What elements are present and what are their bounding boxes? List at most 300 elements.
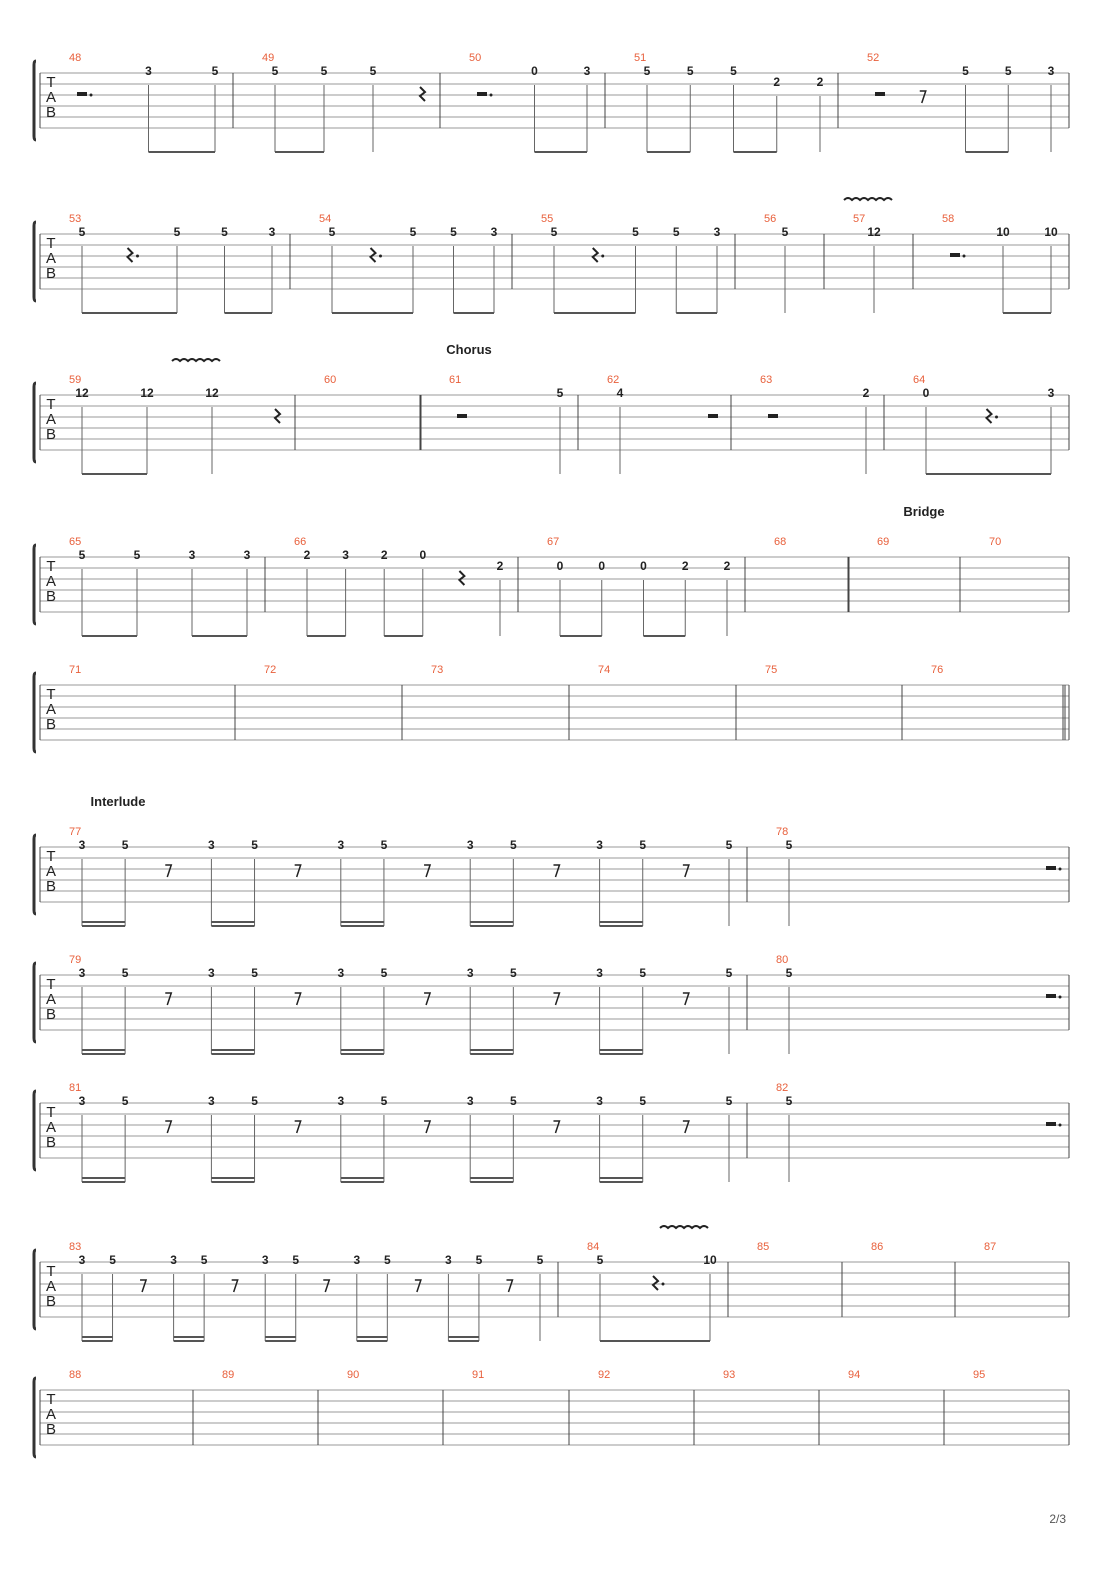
measure-number: 93 <box>723 1369 736 1381</box>
section-label: Chorus <box>446 342 492 357</box>
half-rest <box>77 92 87 96</box>
measure-number: 52 <box>867 52 880 64</box>
measure-number: 73 <box>431 664 444 676</box>
section-label: Interlude <box>90 794 146 809</box>
fret-number: 5 <box>785 838 793 852</box>
vibrato-mark <box>844 198 892 200</box>
fret-number: 3 <box>445 1253 452 1267</box>
fret-number: 3 <box>466 966 474 980</box>
tab-clef-letter: B <box>45 1293 57 1310</box>
measure <box>757 1241 769 1253</box>
half-rest <box>1046 1122 1056 1126</box>
eighth-rest <box>232 1280 238 1292</box>
measure-number: 61 <box>449 374 462 386</box>
measure-number: 82 <box>776 1082 789 1094</box>
measure <box>69 374 280 474</box>
fret-number: 3 <box>188 548 196 562</box>
fret-number: 0 <box>556 559 564 573</box>
tab-clef-letter: A <box>45 250 57 267</box>
fret-number: 5 <box>536 1253 544 1267</box>
rest-dot <box>379 255 382 258</box>
vibrato-mark <box>172 359 220 361</box>
measure <box>347 1369 359 1381</box>
measure-number: 77 <box>69 826 82 838</box>
quarter-rest <box>459 571 464 585</box>
half-rest <box>477 92 487 96</box>
measure <box>984 1241 996 1253</box>
eighth-rest <box>424 993 430 1005</box>
rest-dot <box>601 255 604 258</box>
measure <box>69 1369 81 1381</box>
tab-system <box>34 954 1069 1054</box>
eighth-rest <box>553 865 559 877</box>
fret-number: 3 <box>261 1253 269 1267</box>
fret-number: 5 <box>251 966 258 980</box>
fret-number: 5 <box>328 225 336 239</box>
measure-number: 71 <box>69 664 82 676</box>
fret-number: 3 <box>337 838 345 852</box>
measure <box>69 664 81 676</box>
quarter-rest <box>275 409 280 423</box>
fret-number: 5 <box>632 225 639 239</box>
measure <box>541 213 721 313</box>
fret-number: 3 <box>1047 386 1055 400</box>
fret-number: 5 <box>271 64 279 78</box>
fret-number: 5 <box>1004 64 1012 78</box>
fret-number: 5 <box>596 1253 604 1267</box>
tab-clef-letter: T <box>46 558 56 575</box>
fret-number: 5 <box>725 838 733 852</box>
tab-system <box>34 1369 1069 1457</box>
fret-number: 5 <box>785 1094 793 1108</box>
fret-number: 3 <box>466 1094 474 1108</box>
eighth-rest <box>295 993 301 1005</box>
rest-dot <box>1059 868 1062 871</box>
measure <box>871 1241 883 1253</box>
fret-number: 5 <box>121 1094 129 1108</box>
fret-number: 0 <box>640 559 647 573</box>
eighth-rest <box>920 91 926 103</box>
eighth-rest <box>506 1280 512 1292</box>
measure-number: 66 <box>294 536 307 548</box>
measure-number: 67 <box>547 536 560 548</box>
measure-number: 95 <box>973 1369 986 1381</box>
measure-number: 68 <box>774 536 787 548</box>
measure-number: 51 <box>634 52 647 64</box>
section-label: Bridge <box>903 504 945 519</box>
fret-number: 0 <box>419 548 427 562</box>
measure <box>69 826 733 926</box>
eighth-rest <box>683 865 689 877</box>
fret-number: 3 <box>353 1253 361 1267</box>
fret-number: 3 <box>78 838 86 852</box>
tab-clef-letter: T <box>46 1391 56 1408</box>
measure-number: 91 <box>472 1369 485 1381</box>
fret-number: 3 <box>583 64 591 78</box>
fret-number: 5 <box>380 966 388 980</box>
measure <box>324 374 336 386</box>
fret-number: 3 <box>208 838 215 852</box>
fret-number: 5 <box>639 1094 647 1108</box>
measure <box>69 1082 733 1182</box>
tab-clef-letter: B <box>45 265 57 282</box>
fret-number: 5 <box>643 64 651 78</box>
tab-clef-letter: A <box>45 863 57 880</box>
tab-clef-letter: T <box>46 1263 56 1280</box>
tab-clef-letter: B <box>45 716 57 733</box>
fret-number: 5 <box>380 838 388 852</box>
page-number: 2/3 <box>1049 1512 1066 1526</box>
tab-clef-letter: A <box>45 89 57 106</box>
measure <box>989 536 1001 548</box>
measure-number: 59 <box>69 374 82 386</box>
measure <box>942 213 1058 313</box>
tab-clef-letter: A <box>45 411 57 428</box>
fret-number: 3 <box>596 1094 603 1108</box>
measure <box>764 213 789 313</box>
rest-dot <box>136 255 139 258</box>
fret-number: 4 <box>616 386 624 400</box>
fret-number: 10 <box>996 225 1010 239</box>
tab-system <box>34 664 1069 752</box>
measure-number: 48 <box>69 52 82 64</box>
measure-number: 86 <box>871 1241 884 1253</box>
measure <box>69 954 733 1054</box>
measure-number: 56 <box>764 213 777 225</box>
measure-number: 81 <box>69 1082 82 1094</box>
measure <box>634 52 824 152</box>
fret-number: 5 <box>450 225 457 239</box>
eighth-rest <box>424 865 430 877</box>
measure-number: 62 <box>607 374 620 386</box>
half-rest <box>875 92 885 96</box>
tab-clef-letter: A <box>45 1119 57 1136</box>
fret-number: 5 <box>78 225 86 239</box>
measure <box>449 374 564 474</box>
fret-number: 2 <box>303 548 311 562</box>
fret-number: 5 <box>133 548 141 562</box>
tab-clef-letter: T <box>46 686 56 703</box>
fret-number: 5 <box>78 548 86 562</box>
measure <box>760 374 870 474</box>
measure <box>69 1241 544 1341</box>
fret-number: 12 <box>140 386 154 400</box>
tab-system <box>34 1082 1069 1182</box>
tab-clef-letter: T <box>46 976 56 993</box>
fret-number: 3 <box>596 838 603 852</box>
system-bracket <box>34 1378 36 1457</box>
system-bracket <box>34 835 36 914</box>
tab-clef-letter: T <box>46 235 56 252</box>
fret-number: 5 <box>550 225 558 239</box>
fret-number: 5 <box>639 966 647 980</box>
fret-number: 3 <box>78 1094 86 1108</box>
fret-number: 5 <box>173 225 181 239</box>
measure-number: 85 <box>757 1241 770 1253</box>
tab-system <box>34 52 1069 152</box>
quarter-rest <box>420 87 425 101</box>
system-bracket <box>34 222 36 301</box>
fret-number: 5 <box>211 64 219 78</box>
fret-number: 5 <box>725 1094 733 1108</box>
tab-clef-letter: A <box>45 991 57 1008</box>
system-bracket <box>34 963 36 1042</box>
tab-clef-letter: B <box>45 426 57 443</box>
fret-number: 3 <box>268 225 276 239</box>
measure <box>867 52 1055 152</box>
fret-number: 5 <box>686 64 694 78</box>
tab-system <box>34 794 1069 926</box>
fret-number: 3 <box>337 966 345 980</box>
measure <box>472 1369 484 1381</box>
tab-system <box>34 342 1069 474</box>
measure <box>877 536 889 548</box>
fret-number: 5 <box>251 1094 258 1108</box>
measure <box>69 536 251 636</box>
measure-number: 72 <box>264 664 277 676</box>
fret-number: 5 <box>200 1253 208 1267</box>
measure-number: 89 <box>222 1369 235 1381</box>
tab-clef-letter: B <box>45 588 57 605</box>
measure-number: 78 <box>776 826 789 838</box>
fret-number: 3 <box>1047 64 1055 78</box>
measure-number: 50 <box>469 52 482 64</box>
measure <box>853 213 881 313</box>
half-rest <box>768 414 778 418</box>
measure-number: 64 <box>913 374 926 386</box>
measure <box>319 213 498 313</box>
measure <box>913 374 1055 474</box>
measure-number: 63 <box>760 374 773 386</box>
tab-clef-letter: A <box>45 1406 57 1423</box>
eighth-rest <box>323 1280 329 1292</box>
measure <box>431 664 443 676</box>
measure-number: 74 <box>598 664 611 676</box>
quarter-rest <box>593 248 598 262</box>
fret-number: 5 <box>730 64 737 78</box>
measure <box>547 536 731 636</box>
tab-clef-letter: A <box>45 1278 57 1295</box>
tab-clef-letter: T <box>46 396 56 413</box>
fret-number: 5 <box>109 1253 116 1267</box>
quarter-rest <box>128 248 133 262</box>
measure-number: 84 <box>587 1241 600 1253</box>
measure <box>222 1369 234 1381</box>
system-bracket <box>34 545 36 624</box>
fret-number: 2 <box>723 559 731 573</box>
measure-number: 60 <box>324 374 337 386</box>
fret-number: 5 <box>509 966 517 980</box>
fret-number: 3 <box>78 966 86 980</box>
measure <box>469 52 591 152</box>
measure-number: 58 <box>942 213 955 225</box>
rest-dot <box>995 416 998 419</box>
fret-number: 2 <box>773 75 781 89</box>
fret-number: 3 <box>337 1094 345 1108</box>
system-bracket <box>34 1091 36 1170</box>
eighth-rest <box>683 1121 689 1133</box>
fret-number: 3 <box>145 64 152 78</box>
fret-number: 2 <box>681 559 689 573</box>
fret-number: 3 <box>208 966 215 980</box>
measure <box>587 1241 717 1341</box>
fret-number: 2 <box>816 75 824 89</box>
fret-number: 5 <box>292 1253 300 1267</box>
half-rest <box>950 253 960 257</box>
measure-number: 76 <box>931 664 944 676</box>
fret-number: 5 <box>725 966 733 980</box>
fret-number: 5 <box>380 1094 388 1108</box>
eighth-rest <box>165 993 171 1005</box>
quarter-rest <box>653 1276 658 1290</box>
tab-system <box>34 198 1069 313</box>
measure-number: 75 <box>765 664 778 676</box>
measure-number: 49 <box>262 52 275 64</box>
half-rest <box>1046 866 1056 870</box>
measure <box>264 664 276 676</box>
fret-number: 5 <box>672 225 680 239</box>
fret-number: 5 <box>369 64 377 78</box>
tab-system <box>34 504 1069 636</box>
fret-number: 5 <box>121 838 129 852</box>
fret-number: 12 <box>867 225 881 239</box>
tab-clef-letter: B <box>45 1134 57 1151</box>
fret-number: 5 <box>475 1253 483 1267</box>
measure-number: 79 <box>69 954 82 966</box>
eighth-rest <box>415 1280 421 1292</box>
rest-dot <box>490 94 493 97</box>
rest-dot <box>1059 996 1062 999</box>
measure <box>262 52 425 152</box>
fret-number: 0 <box>531 64 538 78</box>
tab-clef-letter: T <box>46 1104 56 1121</box>
quarter-rest <box>371 248 376 262</box>
fret-number: 3 <box>713 225 721 239</box>
tab-clef-letter: T <box>46 848 56 865</box>
fret-number: 5 <box>121 966 129 980</box>
fret-number: 3 <box>596 966 603 980</box>
fret-number: 5 <box>320 64 328 78</box>
eighth-rest <box>165 1121 171 1133</box>
fret-number: 3 <box>466 838 474 852</box>
fret-number: 2 <box>496 559 504 573</box>
eighth-rest <box>424 1121 430 1133</box>
tab-clef-letter: B <box>45 878 57 895</box>
measure <box>69 213 276 313</box>
measure-number: 54 <box>319 213 332 225</box>
measure <box>776 826 1062 926</box>
measure-number: 55 <box>541 213 554 225</box>
tab-clef-letter: A <box>45 701 57 718</box>
fret-number: 5 <box>639 838 647 852</box>
tab-clef-letter: A <box>45 573 57 590</box>
fret-number: 3 <box>208 1094 215 1108</box>
tab-clef-letter: B <box>45 1006 57 1023</box>
tab-system <box>34 1226 1069 1341</box>
eighth-rest <box>140 1280 146 1292</box>
eighth-rest <box>295 1121 301 1133</box>
half-rest <box>457 414 467 418</box>
fret-number: 12 <box>75 386 89 400</box>
measure <box>848 1369 860 1381</box>
fret-number: 3 <box>170 1253 177 1267</box>
half-rest <box>708 414 718 418</box>
measure-number: 70 <box>989 536 1002 548</box>
measure-number: 92 <box>598 1369 611 1381</box>
measure <box>931 664 943 676</box>
measure <box>69 52 219 152</box>
fret-number: 12 <box>205 386 219 400</box>
eighth-rest <box>553 1121 559 1133</box>
fret-number: 3 <box>243 548 251 562</box>
measure <box>607 374 718 474</box>
measure <box>294 536 504 636</box>
measure-number: 65 <box>69 536 82 548</box>
fret-number: 5 <box>556 386 564 400</box>
measure <box>776 1082 1062 1182</box>
fret-number: 5 <box>785 966 793 980</box>
tab-clef-letter: B <box>45 1421 57 1438</box>
quarter-rest <box>987 409 992 423</box>
measure <box>776 954 1062 1054</box>
fret-number: 3 <box>78 1253 86 1267</box>
measure <box>774 536 786 548</box>
fret-number: 0 <box>922 386 930 400</box>
half-rest <box>1046 994 1056 998</box>
fret-number: 5 <box>509 838 517 852</box>
measure-number: 83 <box>69 1241 82 1253</box>
tab-clef-letter: B <box>45 104 57 121</box>
measure-number: 88 <box>69 1369 82 1381</box>
fret-number: 5 <box>221 225 228 239</box>
fret-number: 5 <box>962 64 969 78</box>
measure-number: 94 <box>848 1369 861 1381</box>
measure <box>765 664 777 676</box>
rest-dot <box>963 255 966 258</box>
rest-dot <box>90 94 93 97</box>
system-bracket <box>34 1250 36 1329</box>
eighth-rest <box>683 993 689 1005</box>
eighth-rest <box>295 865 301 877</box>
tab-clef-letter: T <box>46 74 56 91</box>
rest-dot <box>662 1283 665 1286</box>
measure <box>598 664 610 676</box>
measure <box>723 1369 735 1381</box>
fret-number: 2 <box>380 548 388 562</box>
fret-number: 3 <box>490 225 498 239</box>
eighth-rest <box>553 993 559 1005</box>
measure-number: 57 <box>853 213 866 225</box>
measure-number: 53 <box>69 213 82 225</box>
fret-number: 10 <box>703 1253 717 1267</box>
fret-number: 5 <box>383 1253 391 1267</box>
fret-number: 5 <box>251 838 258 852</box>
fret-number: 10 <box>1044 225 1058 239</box>
fret-number: 5 <box>509 1094 517 1108</box>
eighth-rest <box>165 865 171 877</box>
measure <box>973 1369 985 1381</box>
measure <box>598 1369 610 1381</box>
measure-number: 87 <box>984 1241 997 1253</box>
fret-number: 2 <box>862 386 870 400</box>
fret-number: 5 <box>409 225 417 239</box>
fret-number: 5 <box>781 225 789 239</box>
measure-number: 69 <box>877 536 890 548</box>
measure-number: 80 <box>776 954 789 966</box>
system-bracket <box>34 673 36 752</box>
fret-number: 0 <box>598 559 606 573</box>
system-bracket <box>34 61 36 140</box>
